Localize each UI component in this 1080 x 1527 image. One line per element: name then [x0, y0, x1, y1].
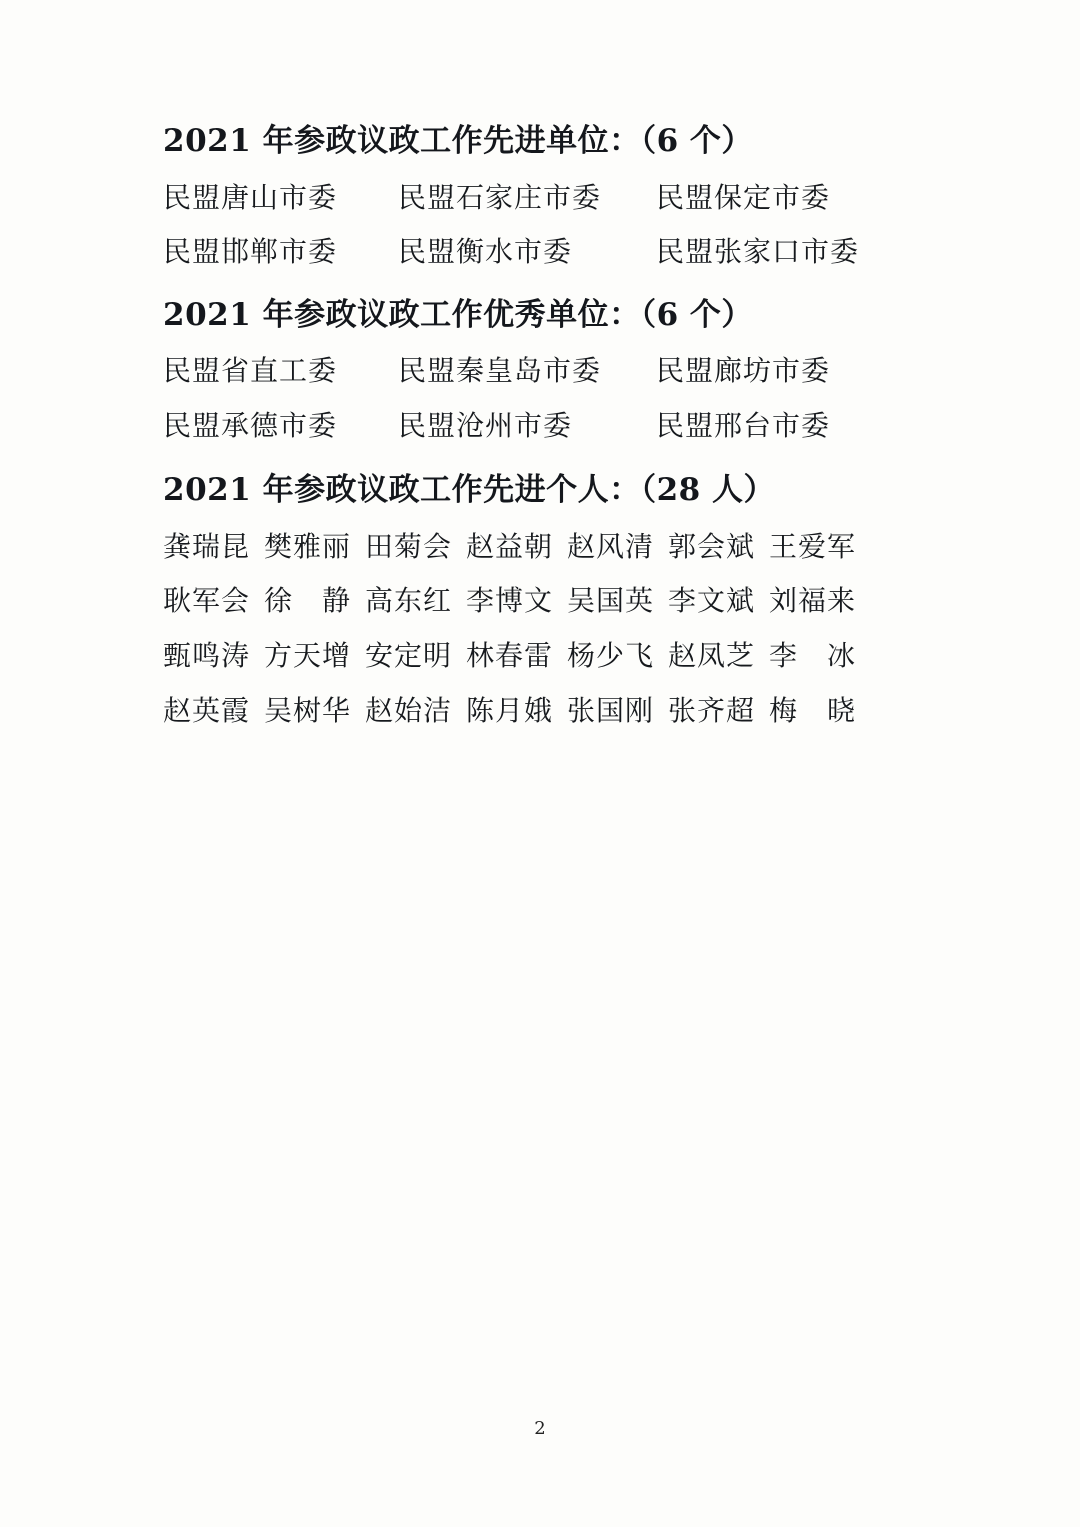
unit-name: 民盟唐山市委: [163, 180, 338, 214]
person-name: 徐 静: [264, 584, 352, 618]
section-heading-excellent-units: 2021 年参政议政工作优秀单位：（6 个）: [163, 296, 753, 333]
name-row: [163, 629, 923, 684]
spacer: [163, 453, 923, 467]
unit-name: 民盟邯郸市委: [163, 235, 338, 269]
person-name: 耿军会: [163, 584, 251, 618]
name-row: [163, 574, 923, 629]
person-name: 林春雷: [466, 639, 554, 673]
person-name: 吴国英: [567, 584, 655, 618]
section-heading-advanced-units: 2021 年参政议政工作先进单位：（6 个）: [163, 123, 753, 159]
unit-name: 民盟保定市委: [656, 180, 831, 214]
person-name: 赵英霞: [163, 693, 251, 727]
unit-name: 民盟邢台市委: [656, 408, 831, 442]
person-name: 高东红: [365, 584, 453, 618]
person-name: 李 冰: [769, 639, 857, 673]
section-heading-advanced-individuals: 2021 年参政议政工作先进个人：（28 人）: [163, 472, 776, 509]
person-name: 梅 晓: [769, 693, 857, 727]
unit-name: 民盟省直工委: [163, 354, 338, 388]
person-name: 张齐超: [668, 693, 756, 727]
person-name: 樊雅丽: [264, 529, 352, 563]
unit-name: 民盟石家庄市委: [398, 180, 602, 214]
person-name: 郭会斌: [668, 529, 756, 563]
unit-name: 民盟沧州市委: [398, 408, 573, 442]
person-name: 王爱军: [769, 529, 857, 563]
person-name: 赵凤芝: [668, 639, 756, 673]
unit-name: 民盟承德市委: [163, 408, 338, 442]
person-name: 安定明: [365, 639, 453, 673]
person-name: 陈月娥: [466, 693, 554, 727]
person-name: 吴树华: [264, 693, 352, 727]
person-name: 张国刚: [567, 693, 655, 727]
person-name: 杨少飞: [567, 639, 655, 673]
person-name: 赵风清: [567, 529, 655, 563]
document-body: [163, 118, 923, 738]
person-name: 方天增: [264, 639, 352, 673]
name-row: [163, 684, 923, 739]
unit-name: 民盟秦皇岛市委: [398, 354, 602, 388]
person-name: 李博文: [466, 584, 554, 618]
unit-row: [163, 344, 923, 399]
unit-row: [163, 225, 923, 280]
person-name: 甄鸣涛: [163, 639, 251, 673]
unit-row: [163, 399, 923, 454]
unit-name: 民盟衡水市委: [398, 235, 573, 269]
person-name: 赵益朝: [466, 529, 554, 563]
person-name: 赵始洁: [365, 693, 453, 727]
person-name: 刘福来: [769, 584, 857, 618]
unit-name: 民盟张家口市委: [656, 235, 860, 269]
unit-name: 民盟廊坊市委: [656, 354, 831, 388]
page-number: 2: [534, 1418, 546, 1439]
spacer: [163, 280, 923, 292]
name-row: [163, 520, 923, 575]
person-name: 龚瑞昆: [163, 529, 251, 563]
unit-row: [163, 171, 923, 226]
person-name: 李文斌: [668, 584, 756, 618]
person-name: 田菊会: [365, 529, 453, 563]
name-list: [163, 520, 923, 738]
